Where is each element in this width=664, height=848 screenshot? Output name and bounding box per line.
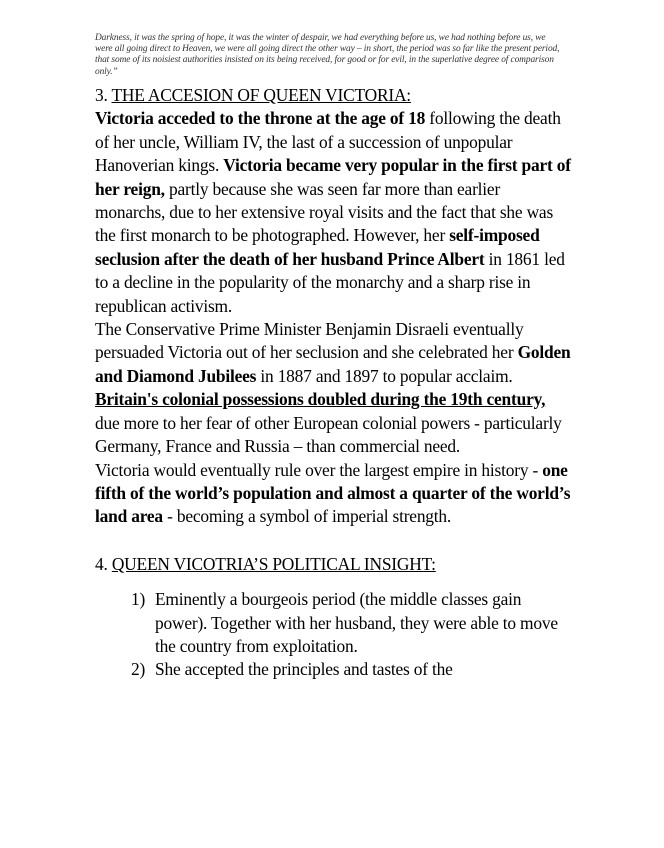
text-run: in 1861 led to a decline in the popularity of the monarchy and a sharp rise in republican activism.: [95, 248, 565, 316]
bold-phrase: Victoria became very popular in the first part of her reign,: [95, 155, 571, 199]
text-run: - becoming a symbol of imperial strength.: [162, 506, 452, 527]
list-item: [95, 658, 573, 681]
bold-underlined-phrase: Britain's colonial possessions doubled during the 19th century,: [95, 389, 546, 410]
bold-phrase: Victoria acceded to the throne at the age of 18: [95, 108, 426, 129]
section-3-number: 3.: [95, 85, 108, 105]
paragraph-spacer: [95, 529, 573, 553]
document-body: [95, 84, 573, 682]
section-4-title: QUEEN VICOTRIA’S POLITICAL INSIGHT:: [111, 553, 436, 574]
section-3-paragraph-3: [95, 388, 573, 458]
section-3-paragraph-1: [95, 107, 573, 318]
section-3-paragraph-2: [95, 318, 573, 388]
bold-phrase: self-imposed seclusion after the death of her husband Prince Albert: [95, 225, 540, 269]
list-item-text: She accepted the principles and tastes of the: [155, 659, 453, 680]
section-4-number: 4.: [95, 553, 108, 574]
list-item-text: Eminently a bourgeois period (the middle classes gain power). Together with her husband, they were able to move the country from exploitation.: [155, 589, 558, 656]
list-marker: 2): [131, 659, 146, 680]
section-4-list: [95, 588, 573, 682]
section-3-title: THE ACCESION OF QUEEN VICTORIA:: [111, 85, 411, 105]
section-3-paragraph-4: [95, 459, 573, 529]
text-run: partly because she was seen far more than earlier monarchs, due to her extensive royal visits and the fact that she was the first monarch to be photographed. However, her: [95, 178, 554, 246]
list-marker: 1): [131, 589, 146, 610]
text-run: due more to her fear of other European colonial powers - particularly Germany, France and Russia – than commercial need.: [95, 412, 562, 457]
text-run: following the death of her uncle, William IV, the last of a succession of unpopular Hanoverian kings.: [95, 108, 561, 176]
epigraph-quote: Darkness, it was the spring of hope, it was the winter of despair, we had everything before us, we had nothing before us, we were all going direct to Heaven, we were all going direct the other way – in short, the period was so far like the present period, that some of its noisiest authorities insisted on its being received, for good or for evil, in the superlative degree of comparison only.”: [95, 33, 560, 77]
section-4-heading: [95, 553, 573, 576]
text-run: in 1887 and 1897 to popular acclaim.: [256, 365, 513, 386]
list-item: [95, 588, 573, 658]
bold-phrase: Golden and Diamond Jubilees: [95, 342, 571, 386]
section-3-heading: [95, 84, 573, 107]
bold-phrase: one fifth of the world’s population and almost a quarter of the world’s land area: [95, 459, 571, 527]
text-run: Victoria would eventually rule over the largest empire in history -: [95, 459, 543, 480]
text-run: The Conservative Prime Minister Benjamin Disraeli eventually persuaded Victoria out of her seclusion and she celebrated her: [95, 319, 524, 363]
